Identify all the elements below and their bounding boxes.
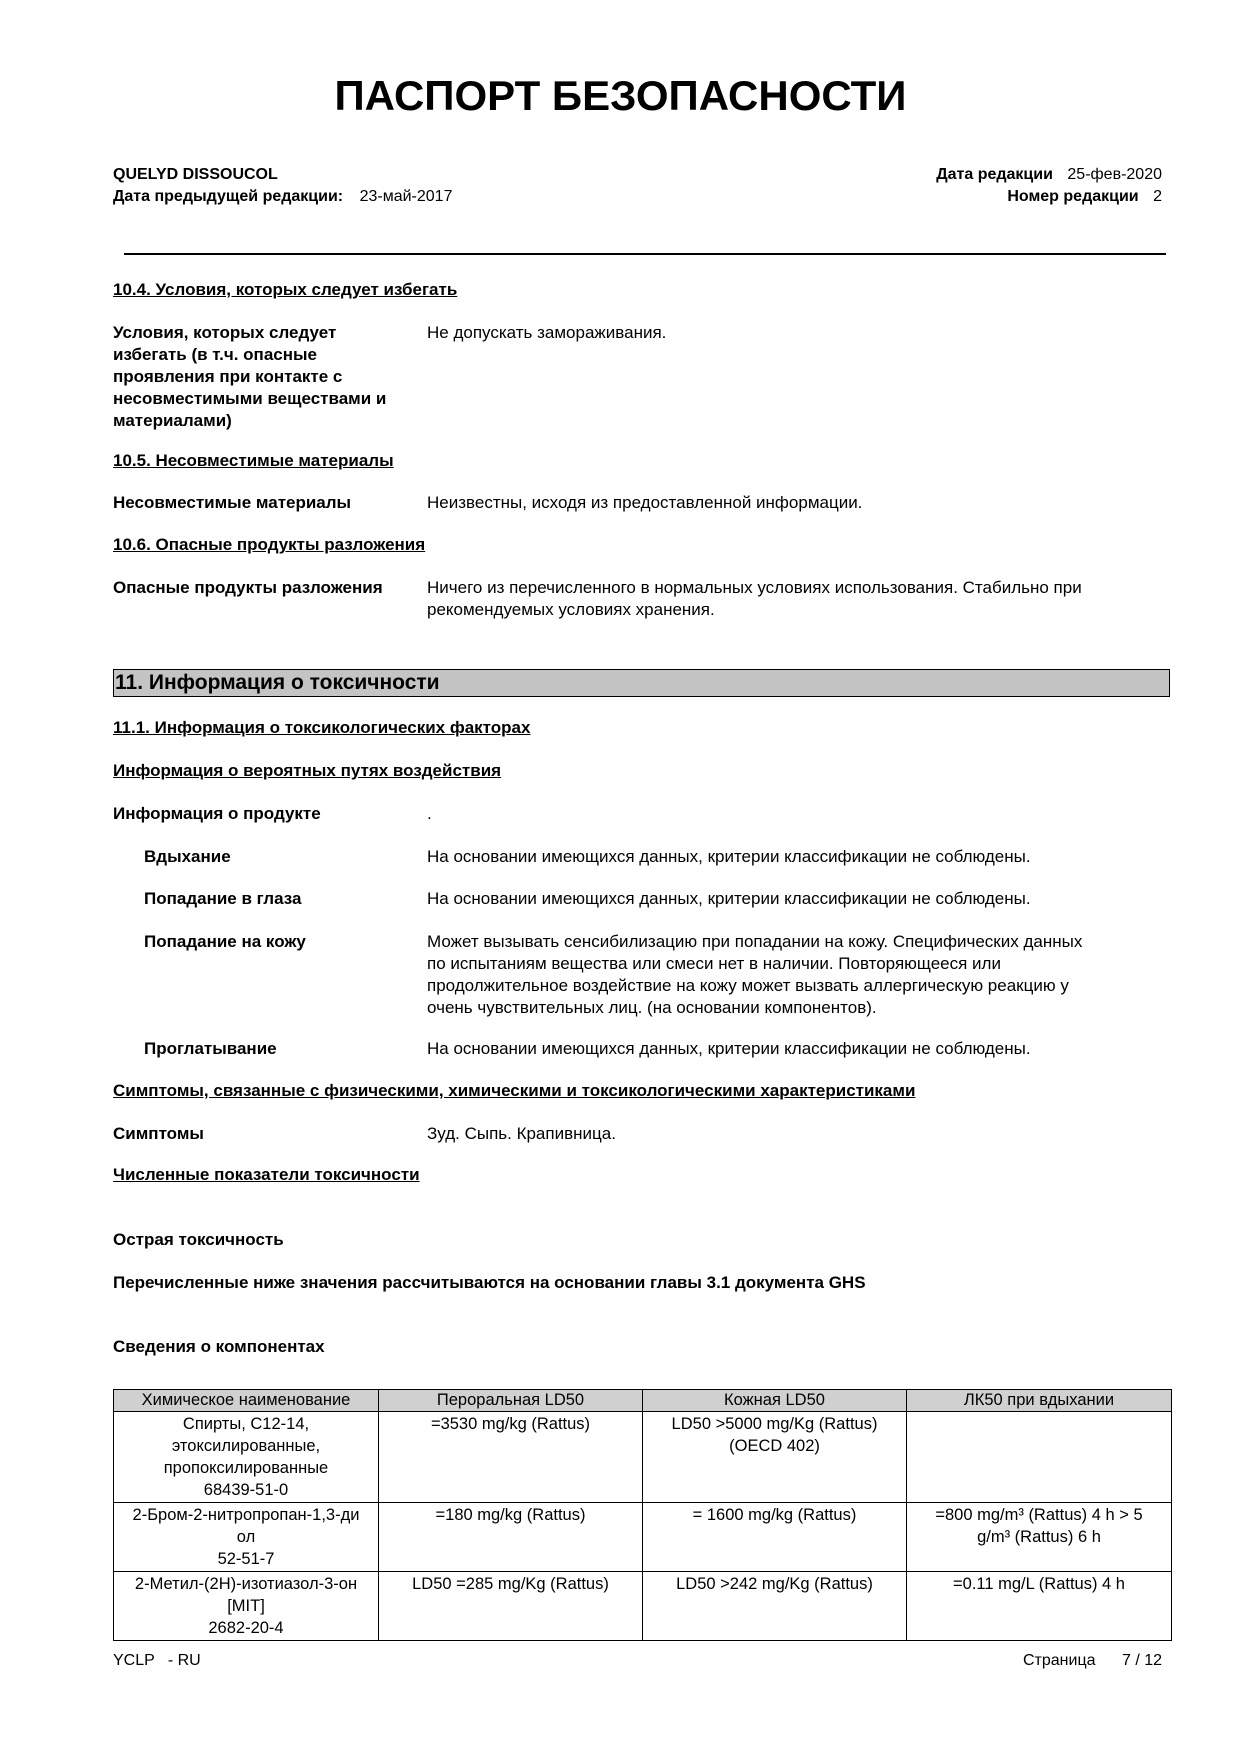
section-10-5-heading: 10.5. Несовместимые материалы: [113, 451, 394, 470]
label-line: проявления при контакте с: [113, 367, 343, 386]
value-line: по испытаниям вещества или смеси нет в наличии. Повторяющееся или: [427, 954, 1001, 973]
cell-line: Спирты, C12-14,: [182, 1415, 310, 1433]
cell-line: ол: [236, 1528, 256, 1546]
incompatible-materials-value: Неизвестны, исходя из предоставленной информации.: [427, 493, 863, 512]
column-header: ЛК50 при вдыхании: [907, 1390, 1172, 1412]
revision-number: [1007, 188, 1162, 206]
value-line: рекомендуемых условиях хранения.: [427, 600, 715, 619]
label-line: Условия, которых следует: [113, 323, 337, 342]
cell-line: (OECD 402): [729, 1437, 820, 1455]
value-line: очень чувствительных лиц. (на основании компонентов).: [427, 998, 877, 1017]
ingestion-label: Проглатывание: [144, 1039, 277, 1058]
cell-line: этоксилированные,: [171, 1437, 321, 1455]
chemical-name-cell: [114, 1412, 379, 1503]
previous-revision-label: Дата предыдущей редакции:: [113, 188, 344, 205]
page-value: 7 / 12: [1121, 1652, 1162, 1669]
oral-ld50-cell: =3530 mg/kg (Rattus): [379, 1412, 643, 1503]
cell-line: =0.11 mg/L (Rattus) 4 h: [953, 1575, 1125, 1593]
dermal-ld50-cell: [643, 1572, 907, 1641]
column-header: Пероральная LD50: [379, 1390, 643, 1412]
value-line: Может вызывать сенсибилизацию при попадании на кожу. Специфических данных: [427, 932, 1083, 951]
document-title: ПАСПОРТ БЕЗОПАСНОСТИ: [334, 72, 907, 119]
cell-line: LD50 >242 mg/Kg (Rattus): [676, 1575, 873, 1593]
product-info-label: Информация о продукте: [113, 804, 321, 823]
ingestion-value: На основании имеющихся данных, критерии классификации не соблюдены.: [427, 1039, 1031, 1058]
symptoms-label: Симптомы: [113, 1124, 204, 1143]
product-name: QUELYD DISSOUCOL: [113, 166, 278, 183]
label-line: материалами): [113, 411, 232, 430]
value-line: продолжительное воздействие на кожу может вызвать аллергическую реакцию у: [427, 976, 1069, 995]
column-header: Кожная LD50: [643, 1390, 907, 1412]
page-number: [1023, 1652, 1162, 1670]
eye-contact-value: На основании имеющихся данных, критерии классификации не соблюдены.: [427, 889, 1031, 908]
oral-ld50-cell: =180 mg/kg (Rattus): [379, 1503, 643, 1572]
revision-date: [936, 166, 1162, 184]
cell-line: 2-Бром-2-нитропропан-1,3-ди: [132, 1506, 360, 1524]
section-10-4-heading: 10.4. Условия, которых следует избегать: [113, 280, 458, 299]
revision-number-label: Номер редакции: [1007, 188, 1139, 205]
inhalation-lc50-cell: [907, 1572, 1172, 1641]
exposure-routes-heading: Информация о вероятных путях воздействия: [113, 761, 502, 780]
inhalation-label: Вдыхание: [144, 847, 231, 866]
revision-date-label: Дата редакции: [936, 166, 1053, 183]
table-header-row: [114, 1390, 1172, 1412]
revision-number-value: 2: [1153, 188, 1162, 205]
table-row: [114, 1412, 1172, 1503]
incompatible-materials-label: Несовместимые материалы: [113, 493, 352, 512]
page-label: Страница: [1023, 1652, 1096, 1669]
ghs-note: Перечисленные ниже значения рассчитываются на основании главы 3.1 документа GHS: [113, 1273, 866, 1292]
dermal-ld50-cell: [643, 1412, 907, 1503]
cell-line: 2682-20-4: [208, 1619, 284, 1637]
section-10-6-heading: 10.6. Опасные продукты разложения: [113, 535, 426, 554]
inhalation-lc50-cell: [907, 1412, 1172, 1503]
section-11-1-heading: 11.1. Информация о токсикологических факторах: [113, 718, 531, 737]
cell-line: LD50 >5000 mg/Kg (Rattus): [671, 1415, 878, 1433]
cell-line: = 1600 mg/kg (Rattus): [692, 1506, 857, 1524]
cell-line: пропоксилированные: [163, 1459, 329, 1477]
oral-ld50-cell: LD50 =285 mg/Kg (Rattus): [379, 1572, 643, 1641]
column-header: Химическое наименование: [114, 1390, 379, 1412]
table-row: [114, 1503, 1172, 1572]
eye-contact-label: Попадание в глаза: [144, 889, 302, 908]
acute-toxicity-label: Острая токсичность: [113, 1230, 284, 1249]
cell-line: g/m³ (Rattus) 6 h: [977, 1528, 1101, 1546]
label-line: несовместимыми веществами и: [113, 389, 387, 408]
chemical-name-cell: [114, 1503, 379, 1572]
value-line: Ничего из перечисленного в нормальных условиях использования. Стабильно при: [427, 578, 1082, 597]
dermal-ld50-cell: [643, 1503, 907, 1572]
conditions-to-avoid-value: Не допускать замораживания.: [427, 323, 667, 342]
components-label: Сведения о компонентах: [113, 1337, 325, 1356]
skin-contact-value: [427, 931, 1082, 1019]
cell-line: 2-Метил-(2H)-изотиазол-3-он: [134, 1575, 358, 1593]
label-line: избегать (в т.ч. опасные: [113, 345, 317, 364]
decomposition-products-value: [427, 577, 1082, 621]
cell-line: [MIT]: [227, 1597, 265, 1615]
decomposition-products-label: Опасные продукты разложения: [113, 578, 383, 597]
cell-line: 68439-51-0: [203, 1481, 289, 1499]
product-info-value: .: [427, 804, 432, 823]
table-row: [114, 1572, 1172, 1641]
header-divider: [124, 253, 1166, 255]
skin-contact-label: Попадание на кожу: [144, 932, 306, 951]
inhalation-lc50-cell: [907, 1503, 1172, 1572]
revision-date-value: 25-фев-2020: [1067, 166, 1162, 183]
section-11-title: 11. Информация о токсичности: [115, 671, 440, 694]
numeric-toxicity-heading: Численные показатели токсичности: [113, 1165, 420, 1184]
previous-revision-value: 23-май-2017: [359, 188, 453, 205]
conditions-to-avoid-label: [113, 322, 423, 432]
chemical-name-cell: [114, 1572, 379, 1641]
inhalation-value: На основании имеющихся данных, критерии классификации не соблюдены.: [427, 847, 1031, 866]
symptoms-value: Зуд. Сыпь. Крапивница.: [427, 1124, 616, 1143]
footer-code: YCLP - RU: [113, 1652, 201, 1669]
components-table: [113, 1389, 1172, 1641]
cell-line: =800 mg/m³ (Rattus) 4 h > 5: [935, 1506, 1143, 1524]
cell-line: 52-51-7: [217, 1550, 275, 1568]
previous-revision: [113, 188, 452, 206]
symptoms-heading: Симптомы, связанные с физическими, химическими и токсикологическими характеристиками: [113, 1081, 916, 1100]
